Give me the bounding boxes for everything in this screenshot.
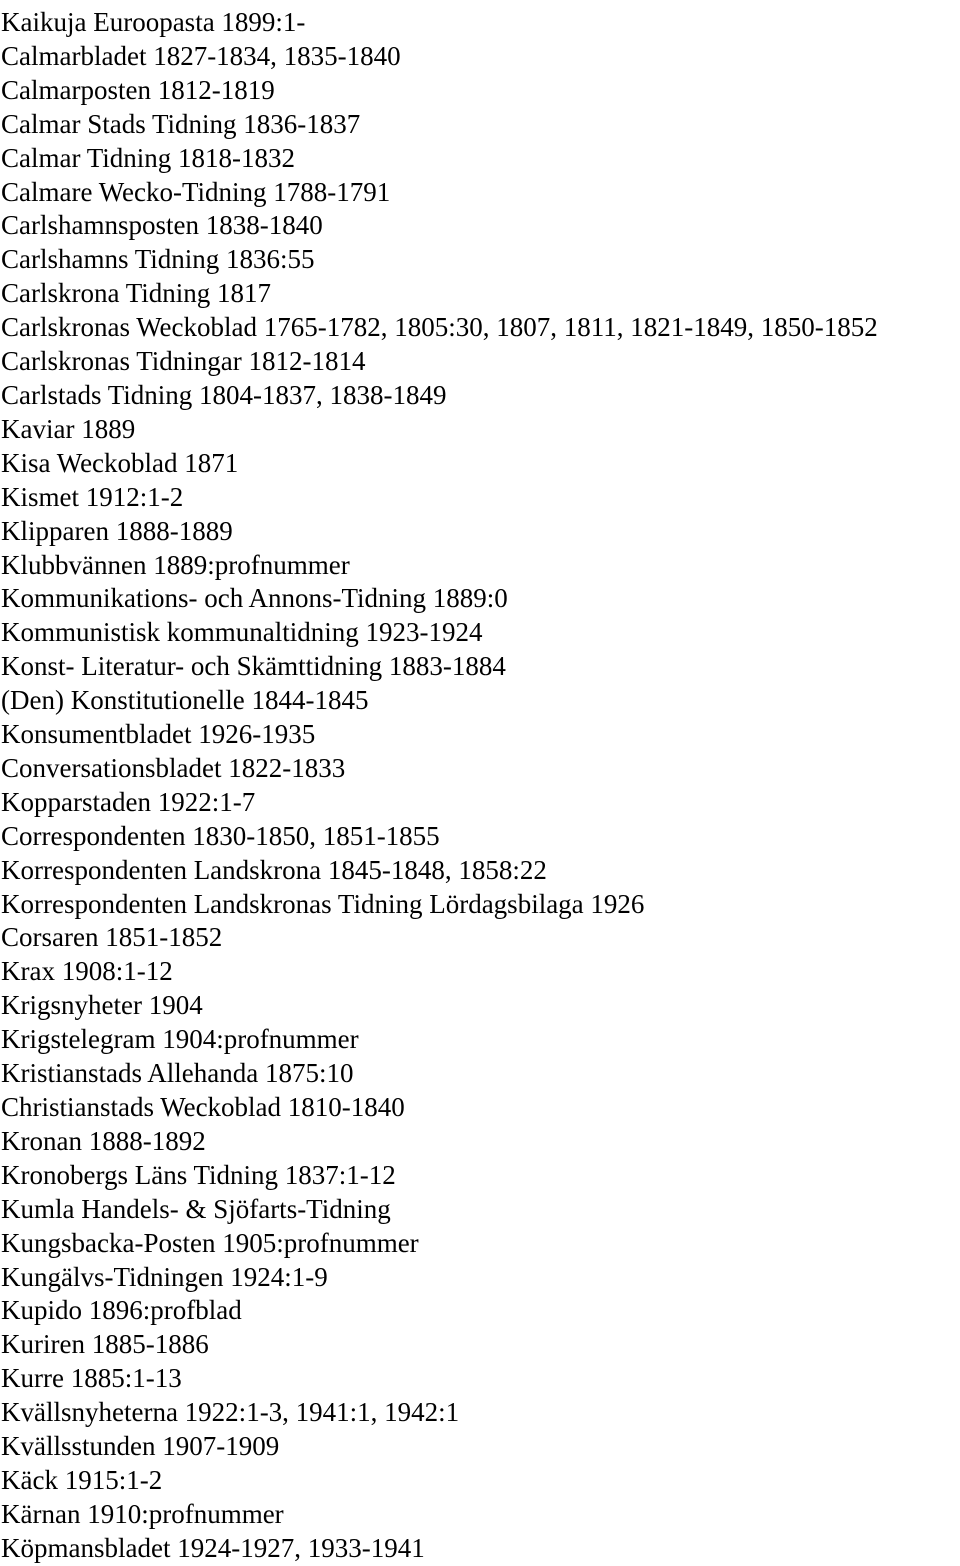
list-item: Christianstads Weckoblad 1810-1840 [1,1092,405,1122]
list-item: Calmare Wecko-Tidning 1788-1791 [1,176,391,207]
list-item: Conversationsbladet 1822-1833 [1,752,346,783]
list-item: Calmarbladet 1827-1834, 1835-1840 [1,40,401,71]
list-item: Kumla Handels- & Sjöfarts-Tidning [1,1193,391,1224]
list-item: Kvällsstunden 1907-1909 [1,1431,280,1462]
list-item: Kungsbacka-Posten 1905:profnummer [1,1227,419,1258]
list-item: Corsaren 1851-1852 [1,922,223,953]
list-item: Kuriren 1885-1886 [1,1329,209,1360]
list-item: Kismet 1912:1-2 [1,481,184,512]
list-item: Carlskrona Tidning 1817 [1,278,272,309]
list-item: Konst- Literatur- och Skämttidning 1883-1884 [1,651,506,682]
list-item: Kupido 1896:profblad [1,1295,242,1326]
list-item: Kisa Weckoblad 1871 [1,447,239,478]
list-item: Carlstads Tidning 1804-1837, 1838-1849 [1,379,447,410]
list-item: Kärnan 1910:profnummer [1,1498,284,1529]
list-item: Korrespondenten Landskronas Tidning Lördagsbilaga 1926 [1,888,645,919]
list-item: Calmar Stads Tidning 1836-1837 [1,108,361,139]
list-item: Käck 1915:1-2 [1,1464,163,1495]
list-item: Kungälvs-Tidningen 1924:1-9 [1,1261,328,1292]
list-item: Krigstelegram 1904:profnummer [1,1024,359,1055]
list-item: Konsumentbladet 1926-1935 [1,719,316,750]
list-item: Korrespondenten Landskrona 1845-1848, 1858:22 [1,854,547,885]
list-item: Kvällsnyheterna 1922:1-3, 1941:1, 1942:1 [1,1397,460,1428]
list-item: Carlskronas Weckoblad 1765-1782, 1805:30, 1807, 1811, 1821-1849, 1850-1852 [1,312,878,343]
list-item: Kommunistisk kommunaltidning 1923-1924 [1,617,483,648]
list-item: Kaviar 1889 [1,413,136,444]
list-item: Kommunikations- och Annons-Tidning 1889:0 [1,583,508,614]
list-item: Krigsnyheter 1904 [1,990,203,1021]
list-item: Carlshamns Tidning 1836:55 [1,244,315,275]
list-item: Krax 1908:1-12 [1,956,173,987]
list-item: Calmarposten 1812-1819 [1,74,275,105]
list-item: Kurre 1885:1-13 [1,1363,182,1394]
list-item: Kristianstads Allehanda 1875:10 [1,1058,354,1089]
list-item: Carlshamnsposten 1838-1840 [1,210,323,241]
list-item: Klubbvännen 1889:profnummer [1,549,350,580]
list-item: (Den) Konstitutionelle 1844-1845 [1,685,369,716]
list-item: Correspondenten 1830-1850, 1851-1855 [1,820,440,851]
list-item: Klipparen 1888-1889 [1,515,233,546]
list-item: Kronobergs Läns Tidning 1837:1-12 [1,1159,396,1190]
list-item: Kopparstaden 1922:1-7 [1,786,256,817]
list-item: Kaikuja Euroopasta 1899:1- [1,7,306,37]
list-item: Calmar Tidning 1818-1832 [1,142,296,173]
list-item: Köpmansbladet 1924-1927, 1933-1941 [1,1532,425,1563]
list-item: Carlskronas Tidningar 1812-1814 [1,346,366,377]
list-item: Kronan 1888-1892 [1,1125,206,1156]
